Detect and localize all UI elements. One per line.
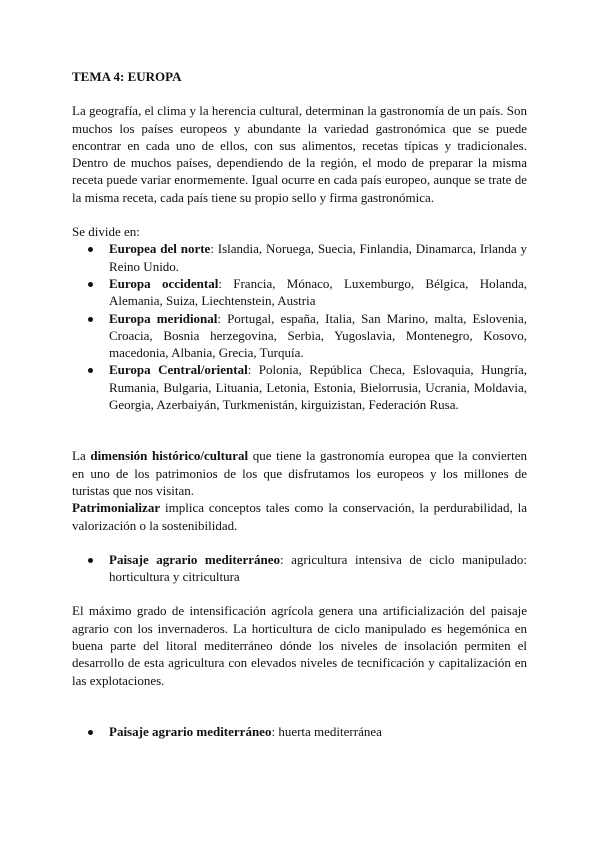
paisaje-list-2 [72,723,527,740]
dimension-term: dimensión histórico/cultural [90,448,249,464]
document-content [72,68,527,740]
intensification-paragraph: El máximo grado de intensificación agrícola genera una artificialización del paisaje agrario con los invernaderos. La horticultura de ciclo manipulado es hegemónica en buena parte del litoral mediterráneo dónde los niveles de insolación permiten el desarrollo de esta agricultura con elevados niveles de tecnificación y capitalización en las explotaciones. [72,603,527,688]
list-item [72,723,527,740]
patrimonializar-text: implica conceptos tales como la conservación, la perdurabilidad, la valorización o la sostenibilidad. [72,500,527,533]
region-name: Europa occidental [109,275,219,291]
region-countries: : Polonia, República Checa, Eslovaquia, Hungría, Rumania, Bulgaria, Lituania, Letonia, Estonia, Bielorrusia, Ucrania, Moldavia, Georgia, Azerbaiyán, Turkmenistán, kirguizistan, Federación Rusa. [109,362,527,413]
region-name: Europa Central/oriental [109,362,248,378]
list-item [72,551,527,586]
paisaje-term: Paisaje agrario mediterráneo [109,551,280,567]
paisaje-text: : agricultura intensiva de ciclo manipulado: horticultura y citricultura [109,551,527,585]
dimension-text: que tiene la gastronomía europea que la convierten en uno de los patrimonios de los que disfrutamos los europeos y los millones de turistas que nos visitan. [72,448,527,498]
list-item [72,275,527,310]
paisaje-term: Paisaje agrario mediterráneo [109,723,272,739]
dimension-paragraph [72,447,527,499]
region-name: Europa meridional [109,310,218,326]
bullet-icon [88,368,93,373]
paisaje-text: : huerta mediterránea [271,723,382,739]
patrimonializar-term: Patrimonializar [72,500,161,516]
regions-list [72,240,527,413]
list-item [72,310,527,362]
region-countries: : Portugal, españa, Italia, San Marino, malta, Eslovenia, Croacia, Bosnia herzegovina, Serbia, Yugoslavia, Montenegro, Kosovo, macedonia, Albania, Grecia, Turquía. [109,310,527,361]
region-countries: : Islandia, Noruega, Suecia, Finlandia, Dinamarca, Irlanda y Reino Unido. [109,241,527,274]
bullet-icon [88,247,93,252]
bullet-icon [88,282,93,287]
list-item [72,361,527,413]
intro-paragraph: La geografía, el clima y la herencia cultural, determinan la gastronomía de un país. Son muchos los países europeos y abundante la variedad gastronómica que se puede encontrar en cada uno de ellos, con sus alimentos, recetas típicas y tradicionales. Dentro de muchos países, dependiendo de la región, el modo de preparar la misma receta puede variar enormemente. Igual ocurre en cada país europeo, aunque se trate de la misma receta, cada país tiene su propio sello y firma gastronómica. [72,103,527,205]
paisaje-list-1 [72,551,527,586]
bullet-icon [88,558,93,563]
region-name: Europea del norte [109,241,211,257]
page-title: TEMA 4: EUROPA [72,69,182,84]
region-countries: : Francia, Mónaco, Luxemburgo, Bélgica, Holanda, Alemania, Suiza, Liechtenstein, Austria [109,275,527,309]
bullet-icon [88,317,93,322]
bullet-icon [88,730,93,735]
divide-label: Se divide en: [72,224,140,240]
list-item [72,240,527,275]
dimension-prefix: La [72,448,91,464]
patrimonializar-paragraph [72,499,527,534]
